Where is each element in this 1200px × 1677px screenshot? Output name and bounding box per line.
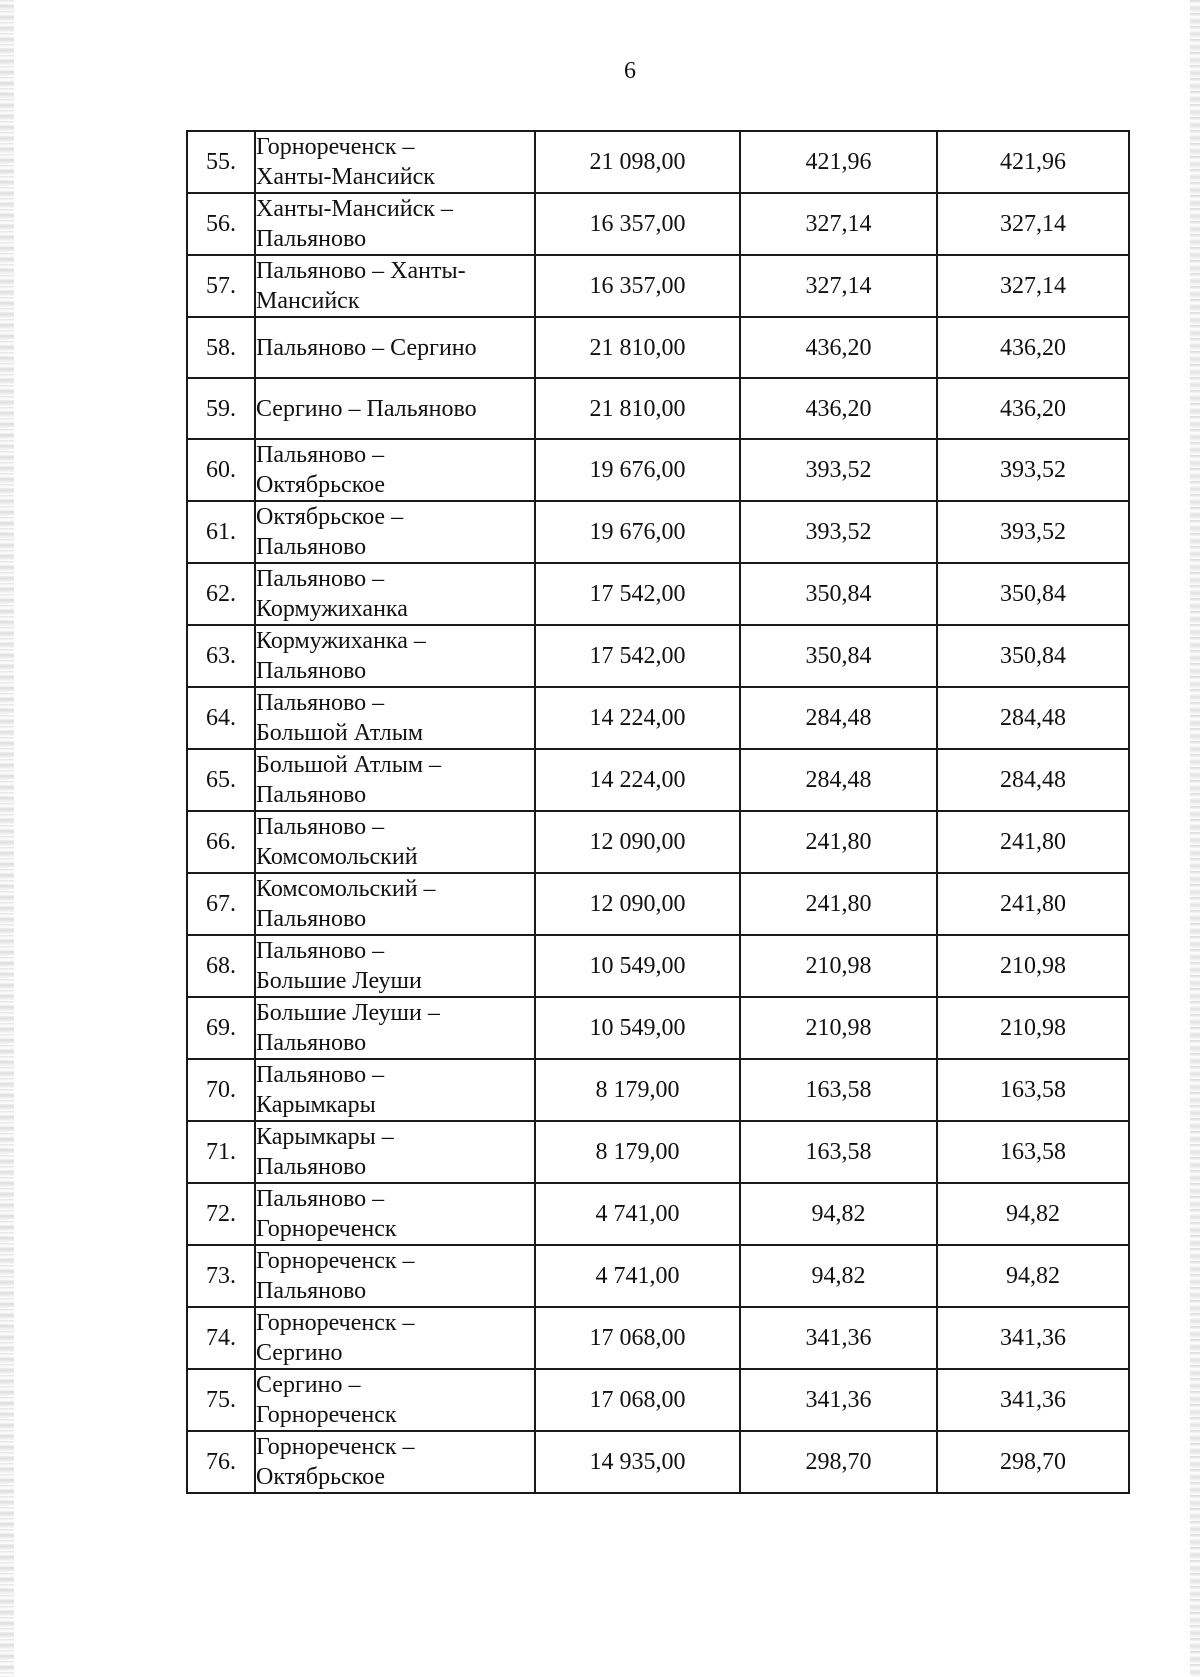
page-number: 6: [624, 58, 636, 84]
tariff-table-body: [187, 131, 1129, 1493]
amount-cell: 14 224,00: [535, 749, 740, 811]
route-cell: [255, 1121, 535, 1183]
route-line: Горнореченск: [256, 1216, 397, 1242]
value-cell-5: 284,48: [937, 749, 1129, 811]
route-cell: [255, 935, 535, 997]
value-cell-4: 327,14: [740, 255, 937, 317]
route-line: Сергино –: [256, 1372, 361, 1398]
value-cell-4: 241,80: [740, 873, 937, 935]
table-row: [187, 317, 1129, 378]
value-cell-4: 241,80: [740, 811, 937, 873]
value-cell-4: 284,48: [740, 687, 937, 749]
route-cell: [255, 1369, 535, 1431]
row-number-cell: 75.: [187, 1369, 255, 1431]
value-cell-5: 350,84: [937, 625, 1129, 687]
table-row: [187, 625, 1129, 687]
table-row: [187, 873, 1129, 935]
route-cell: [255, 563, 535, 625]
row-number-cell: 60.: [187, 439, 255, 501]
value-cell-4: 350,84: [740, 563, 937, 625]
row-number-cell: 62.: [187, 563, 255, 625]
route-line: Большой Атлым –: [256, 752, 442, 778]
row-number-cell: 74.: [187, 1307, 255, 1369]
route-line: Пальяново: [256, 534, 367, 560]
route-cell: [255, 1183, 535, 1245]
row-number-cell: 73.: [187, 1245, 255, 1307]
route-cell: [255, 255, 535, 317]
value-cell-5: 350,84: [937, 563, 1129, 625]
table-row: [187, 378, 1129, 439]
amount-cell: 19 676,00: [535, 439, 740, 501]
table-row: [187, 1183, 1129, 1245]
row-number-cell: 71.: [187, 1121, 255, 1183]
route-line: Октябрьское –: [256, 504, 404, 530]
amount-cell: 14 935,00: [535, 1431, 740, 1493]
route-line: Большие Леуши –: [256, 1000, 440, 1026]
route-cell: [255, 501, 535, 563]
value-cell-5: 393,52: [937, 501, 1129, 563]
route-line: Пальяново –: [256, 1186, 385, 1212]
route-line: Пальяново: [256, 782, 367, 808]
route-line: Пальяново: [256, 1154, 367, 1180]
route-line: Пальяново: [256, 226, 367, 252]
scan-edge-left: [0, 0, 14, 1677]
route-line: Сергино – Пальяново: [256, 395, 477, 422]
value-cell-5: 341,36: [937, 1369, 1129, 1431]
table-row: [187, 687, 1129, 749]
value-cell-5: 436,20: [937, 317, 1129, 378]
value-cell-4: 298,70: [740, 1431, 937, 1493]
amount-cell: 14 224,00: [535, 687, 740, 749]
amount-cell: 10 549,00: [535, 997, 740, 1059]
value-cell-5: 436,20: [937, 378, 1129, 439]
table-row: [187, 501, 1129, 563]
route-line: Горнореченск –: [256, 134, 415, 160]
route-cell: [255, 811, 535, 873]
table-row: [187, 563, 1129, 625]
amount-cell: 21 098,00: [535, 131, 740, 193]
value-cell-4: 210,98: [740, 935, 937, 997]
route-line: Пальяново: [256, 1030, 367, 1056]
value-cell-5: 393,52: [937, 439, 1129, 501]
table-row: [187, 749, 1129, 811]
value-cell-4: 94,82: [740, 1245, 937, 1307]
amount-cell: 17 542,00: [535, 563, 740, 625]
row-number-cell: 58.: [187, 317, 255, 378]
route-line: Горнореченск –: [256, 1434, 415, 1460]
route-line: Большой Атлым: [256, 720, 424, 746]
row-number-cell: 61.: [187, 501, 255, 563]
value-cell-4: 393,52: [740, 501, 937, 563]
route-line: Горнореченск –: [256, 1248, 415, 1274]
value-cell-4: 163,58: [740, 1059, 937, 1121]
route-cell: [255, 625, 535, 687]
value-cell-5: 421,96: [937, 131, 1129, 193]
route-line: Пальяново –: [256, 1062, 385, 1088]
table-row: [187, 935, 1129, 997]
table-row: [187, 1121, 1129, 1183]
route-line: Пальяново –: [256, 690, 385, 716]
table-row: [187, 1307, 1129, 1369]
route-line: Карымкары: [256, 1092, 376, 1118]
route-line: Горнореченск –: [256, 1310, 415, 1336]
table-row: [187, 439, 1129, 501]
table-row: [187, 1059, 1129, 1121]
amount-cell: 16 357,00: [535, 255, 740, 317]
amount-cell: 17 068,00: [535, 1307, 740, 1369]
table-row: [187, 131, 1129, 193]
tariff-table: [186, 130, 1130, 1494]
row-number-cell: 68.: [187, 935, 255, 997]
route-line: Пальяново –: [256, 566, 385, 592]
route-cell: [255, 687, 535, 749]
route-cell: [255, 873, 535, 935]
route-line: Ханты-Мансийск: [256, 164, 435, 190]
route-line: Пальяново –: [256, 938, 385, 964]
value-cell-5: 241,80: [937, 873, 1129, 935]
row-number-cell: 56.: [187, 193, 255, 255]
route-line: Кормужиханка –: [256, 628, 426, 654]
amount-cell: 10 549,00: [535, 935, 740, 997]
route-cell: [255, 193, 535, 255]
route-line: Пальяново – Ханты-: [256, 258, 466, 284]
value-cell-4: 436,20: [740, 317, 937, 378]
route-line: Комсомольский: [256, 844, 418, 870]
row-number-cell: 70.: [187, 1059, 255, 1121]
table-row: [187, 1245, 1129, 1307]
value-cell-4: 341,36: [740, 1307, 937, 1369]
route-cell: [255, 1245, 535, 1307]
value-cell-5: 284,48: [937, 687, 1129, 749]
route-line: Комсомольский –: [256, 876, 436, 902]
route-cell: [255, 1431, 535, 1493]
table-row: [187, 193, 1129, 255]
row-number-cell: 55.: [187, 131, 255, 193]
route-cell: [255, 749, 535, 811]
route-cell: [255, 1307, 535, 1369]
route-line: Пальяново: [256, 658, 367, 684]
value-cell-4: 327,14: [740, 193, 937, 255]
value-cell-5: 94,82: [937, 1183, 1129, 1245]
value-cell-5: 210,98: [937, 935, 1129, 997]
route-line: Ханты-Мансийск –: [256, 196, 453, 222]
value-cell-5: 163,58: [937, 1059, 1129, 1121]
route-line: Пальяново: [256, 906, 367, 932]
amount-cell: 12 090,00: [535, 873, 740, 935]
amount-cell: 4 741,00: [535, 1183, 740, 1245]
row-number-cell: 57.: [187, 255, 255, 317]
value-cell-4: 163,58: [740, 1121, 937, 1183]
route-cell: [255, 131, 535, 193]
row-number-cell: 63.: [187, 625, 255, 687]
route-line: Кормужиханка: [256, 596, 408, 622]
route-line: Пальяново –: [256, 814, 385, 840]
route-cell: [255, 439, 535, 501]
route-line: Октябрьское: [256, 1464, 386, 1490]
route-line: Горнореченск: [256, 1402, 397, 1428]
table-row: [187, 997, 1129, 1059]
amount-cell: 4 741,00: [535, 1245, 740, 1307]
amount-cell: 21 810,00: [535, 378, 740, 439]
value-cell-5: 298,70: [937, 1431, 1129, 1493]
value-cell-4: 421,96: [740, 131, 937, 193]
amount-cell: 8 179,00: [535, 1059, 740, 1121]
row-number-cell: 66.: [187, 811, 255, 873]
route-line: Карымкары –: [256, 1124, 394, 1150]
value-cell-5: 163,58: [937, 1121, 1129, 1183]
value-cell-4: 393,52: [740, 439, 937, 501]
row-number-cell: 69.: [187, 997, 255, 1059]
table-row: [187, 1431, 1129, 1493]
row-number-cell: 64.: [187, 687, 255, 749]
value-cell-5: 341,36: [937, 1307, 1129, 1369]
amount-cell: 21 810,00: [535, 317, 740, 378]
value-cell-5: 241,80: [937, 811, 1129, 873]
row-number-cell: 76.: [187, 1431, 255, 1493]
value-cell-5: 327,14: [937, 193, 1129, 255]
route-line: Большие Леуши: [256, 968, 422, 994]
route-line: Пальяново: [256, 1278, 367, 1304]
route-line: Октябрьское: [256, 472, 386, 498]
value-cell-4: 284,48: [740, 749, 937, 811]
table-row: [187, 811, 1129, 873]
value-cell-4: 350,84: [740, 625, 937, 687]
route-cell: [255, 317, 535, 378]
value-cell-4: 210,98: [740, 997, 937, 1059]
route-line: Мансийск: [256, 288, 360, 314]
route-line: Сергино: [256, 1340, 343, 1366]
row-number-cell: 72.: [187, 1183, 255, 1245]
route-cell: [255, 997, 535, 1059]
amount-cell: 19 676,00: [535, 501, 740, 563]
scan-edge-right: [1190, 0, 1200, 1677]
table-row: [187, 1369, 1129, 1431]
value-cell-4: 436,20: [740, 378, 937, 439]
row-number-cell: 59.: [187, 378, 255, 439]
amount-cell: 17 542,00: [535, 625, 740, 687]
value-cell-5: 210,98: [937, 997, 1129, 1059]
route-line: Пальяново –: [256, 442, 385, 468]
value-cell-4: 94,82: [740, 1183, 937, 1245]
value-cell-5: 327,14: [937, 255, 1129, 317]
row-number-cell: 65.: [187, 749, 255, 811]
amount-cell: 12 090,00: [535, 811, 740, 873]
table-row: [187, 255, 1129, 317]
route-cell: [255, 1059, 535, 1121]
route-line: Пальяново – Сергино: [256, 334, 477, 361]
amount-cell: 8 179,00: [535, 1121, 740, 1183]
value-cell-4: 341,36: [740, 1369, 937, 1431]
route-cell: [255, 378, 535, 439]
amount-cell: 17 068,00: [535, 1369, 740, 1431]
row-number-cell: 67.: [187, 873, 255, 935]
amount-cell: 16 357,00: [535, 193, 740, 255]
value-cell-5: 94,82: [937, 1245, 1129, 1307]
